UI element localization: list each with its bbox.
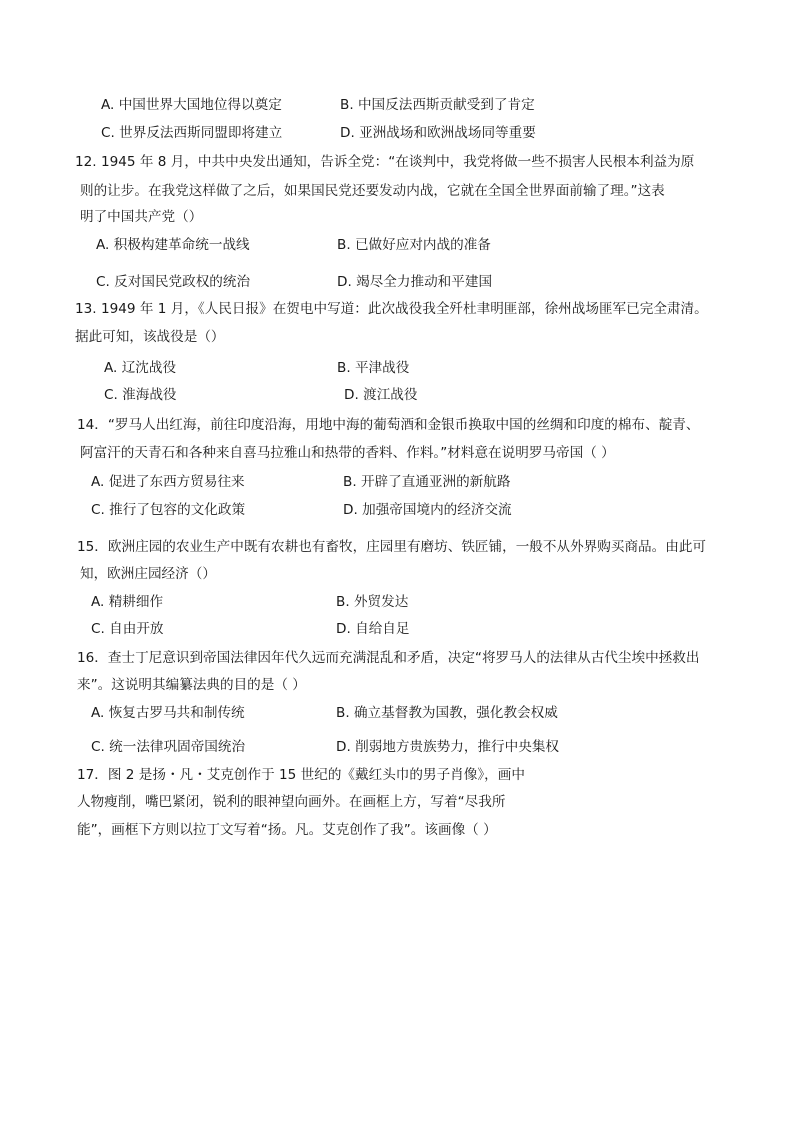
q14-stem-line1: 14．“罗马人出红海，前往印度沿海，用地中海的葡萄酒和金银币换取中国的丝绸和印度的棉布、靛青、: [77, 417, 700, 433]
q11-option-a: A. 中国世界大国地位得以奠定: [101, 97, 282, 113]
q11-option-b: B. 中国反法西斯贡献受到了肯定: [340, 97, 535, 113]
q12-option-b: B. 已做好应对内战的准备: [337, 237, 491, 253]
q16-option-b: B. 确立基督教为国教，强化教会权威: [336, 705, 558, 721]
q12-stem-line2: 则的让步。在我党这样做了之后，如果国民党还要发动内战，它就在全国全世界面前输了理。”这表: [80, 183, 665, 199]
q12-stem-line1: 12. 1945 年 8 月，中共中央发出通知，告诉全党：“在谈判中，我党将做一些不损害人民根本利益为原: [75, 154, 695, 170]
q14-stem-line2: 阿富汗的天青石和各种来自喜马拉雅山和热带的香料、作料。”材料意在说明罗马帝国（ ）: [80, 445, 615, 461]
q12-option-c: C. 反对国民党政权的统治: [96, 274, 251, 290]
q14-option-a: A. 促进了东西方贸易往来: [91, 474, 245, 490]
q15-option-c: C. 自由开放: [91, 621, 164, 637]
q16-stem-line1: 16．查士丁尼意识到帝国法律因年代久远而充满混乱和矛盾，决定“将罗马人的法律从古代尘埃中拯救出: [77, 650, 700, 666]
q17-stem-line3: 能”，画框下方则以拉丁文写着“扬。凡。艾克创作了我”。该画像（ ）: [77, 822, 497, 838]
q17-stem-line2: 人物瘦削，嘴巴紧闭，锐利的眼神望向画外。在画框上方，写着“尽我所: [77, 794, 506, 810]
q12-stem-line3: 明了中国共产党（）: [80, 209, 203, 225]
q16-stem-line2: 来”。这说明其编纂法典的目的是（ ）: [77, 677, 306, 693]
q13-stem-line1: 13. 1949 年 1 月，《人民日报》在贺电中写道：此次战役我全歼杜聿明匪部，徐州战场匪军已完全肃清。: [75, 301, 708, 317]
q11-option-d: D. 亚洲战场和欧洲战场同等重要: [340, 125, 536, 141]
q14-option-c: C. 推行了包容的文化政策: [91, 502, 246, 518]
q12-option-d: D. 竭尽全力推动和平建国: [337, 274, 493, 290]
q14-option-d: D. 加强帝国境内的经济交流: [343, 502, 512, 518]
q13-option-a: A. 辽沈战役: [104, 360, 177, 376]
q13-option-d: D. 渡江战役: [344, 387, 418, 403]
q13-option-c: C. 淮海战役: [104, 387, 177, 403]
q11-option-c: C. 世界反法西斯同盟即将建立: [101, 125, 283, 141]
q12-option-a: A. 积极构建革命统一战线: [96, 237, 250, 253]
q16-option-a: A. 恢复古罗马共和制传统: [91, 705, 245, 721]
q16-option-d: D. 削弱地方贵族势力，推行中央集权: [336, 739, 560, 755]
q14-option-b: B. 开辟了直通亚洲的新航路: [343, 474, 511, 490]
q17-stem-line1: 17．图 2 是扬・凡・艾克创作于 15 世纪的《戴红头巾的男子肖像》，画中: [77, 767, 525, 783]
q15-stem-line1: 15．欧洲庄园的农业生产中既有农耕也有畜牧，庄园里有磨坊、铁匠铺，一般不从外界购买商品。由此可: [77, 539, 707, 555]
q13-stem-line2: 据此可知，该战役是（）: [75, 329, 225, 345]
q13-option-b: B. 平津战役: [337, 360, 410, 376]
q16-option-c: C. 统一法律巩固帝国统治: [91, 739, 246, 755]
q15-stem-line2: 知，欧洲庄园经济（）: [80, 566, 216, 582]
q15-option-d: D. 自给自足: [336, 621, 410, 637]
q15-option-a: A. 精耕细作: [91, 594, 164, 610]
q15-option-b: B. 外贸发达: [336, 594, 409, 610]
